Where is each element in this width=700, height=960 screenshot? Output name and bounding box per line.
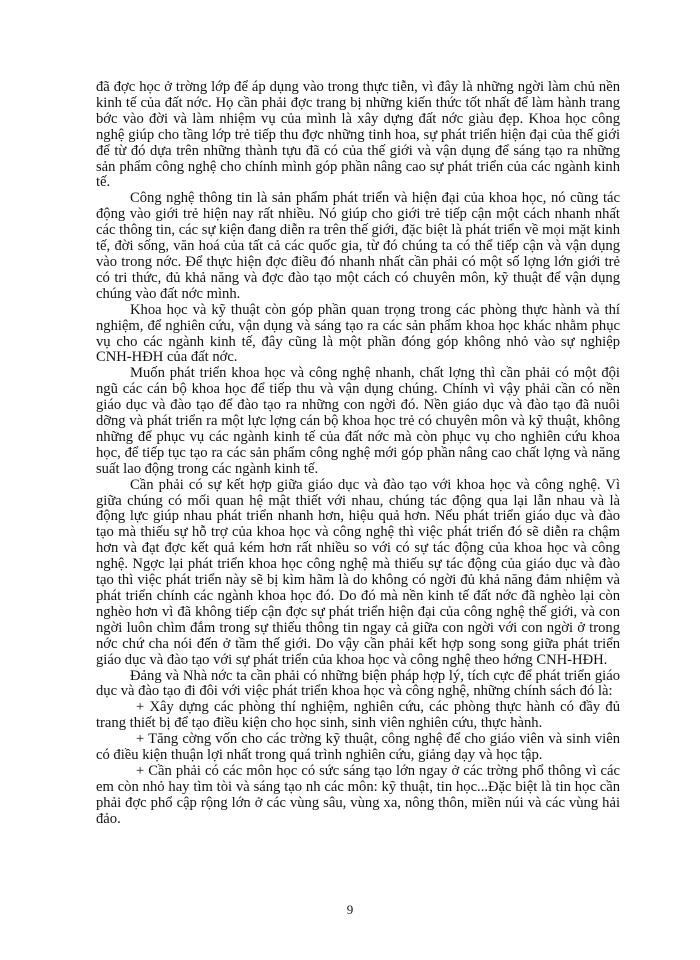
list-item-2: + Tăng cờng vốn cho các trờng kỹ thuật, công nghệ để cho giáo viên và sinh viên có điều kiện thuận lợi nhất trong quá trình nghiên cứu, giảng dạy và học tập. xyxy=(96,731,620,764)
paragraph-3: Khoa học và kỹ thuật còn góp phần quan trọng trong các phòng thực hành và thí nghiệm, để nghiên cứu, vận dụng và sáng tạo ra các sản phẩm khoa học khác nhằm phục vụ cho các ngành kinh tế, đây cũng là một phần đóng góp không nhỏ vào sự nghiệp CNH-HĐH của đất nớc. xyxy=(96,301,620,366)
paragraph-5: Cần phải có sự kết hợp giữa giáo dục và đào tạo với khoa học và công nghệ. Vì giữa chúng có mối quan hệ mật thiết với nhau, chúng tác động qua lại lẫn nhau và là động lực giúp nhau phát triển nhanh hơn, hiệu quả hơn. Nếu phát triển giáo dục và đào tạo mà thiếu sự hỗ trợ của khoa học và công nghệ thì việc phát triển đó sẽ diễn ra chậm hơn và đạt đợc kết quả kém hơn rất nhiều so với có sự tác động của khoa học và công nghệ. Ngợc lại phát triển khoa học công nghệ mà thiếu sự tác động của giáo dục và đào tạo thì việc phát triển này sẽ bị kìm hãm là do không có ngời đủ khả năng đảm nhiệm và phát triển chính các ngành khoa học đó. Do đó mà nền kinh tế đất nớc đã nghèo lại còn nghèo hơn vì đã không tiếp cận đợc sự phát triển hiện đại của công nghệ thế giới, và con ngời luôn chìm đắm trong sự thiếu thông tin ngay cả giữa con ngời với con ngời ở trong nớc chứ cha nói đến ở tầm thế giới. Do vậy cần phải kết hợp song song giữa phát triển giáo dục và đào tạo với sự phát triển của khoa học và công nghệ theo hớng CNH-HĐH. xyxy=(96,476,620,668)
document-page xyxy=(96,80,620,828)
paragraph-1: đã đợc học ở trờng lớp để áp dụng vào trong thực tiễn, vì đây là những ngời làm chủ nền kinh tế của đất nớc. Họ cần phải đợc trang bị những kiến thức tốt nhất để làm hành trang bớc vào đời và làm nhiệm vụ của mình là xây dựng đất nớc giàu đẹp. Khoa học công nghệ giúp cho tầng lớp trẻ tiếp thu đợc những tinh hoa, sự phát triển hiện đại của thế giới để từ đó dựa trên những thành tựu đã có của thế giới và vận dụng để sáng tạo ra những sản phẩm công nghệ cho chính mình góp phần nâng cao sự phát triển của các ngành kinh tế. xyxy=(96,79,620,191)
paragraph-4: Muốn phát triển khoa học và công nghệ nhanh, chất lợng thì cần phải có một đội ngũ các cán bộ khoa học để tiếp thu và vận dụng chúng. Chính vì vậy phải cần có nền giáo dục và đào tạo để đào tạo ra những con ngời đó. Nền giáo dục và đào tạo đã nuôi dỡng và phát triển ra một lực lợng cán bộ khoa học trẻ có chuyên môn và kỹ thuật, không những để phục vụ các ngành kinh tế của đất nớc mà còn phục vụ cho nghiên cứu khoa học, để tiếp tục tạo ra các sản phẩm công nghệ mới góp phần nâng cao chất lợng và năng suất lao động trong các ngành kinh tế. xyxy=(96,365,620,477)
list-item-1: + Xây dựng các phòng thí nghiệm, nghiên cứu, các phòng thực hành có đầy đủ trang thiết bị để tạo điều kiện cho học sinh, sinh viên nghiên cứu, thực hành. xyxy=(96,699,620,732)
paragraph-2: Công nghệ thông tin là sản phẩm phát triển và hiện đại của khoa học, nó cũng tác động vào giới trẻ hiện nay rất nhiều. Nó giúp cho giới trẻ tiếp cận một cách nhanh nhất các thông tin, các sự kiện đang diễn ra trên thế giới, đặc biệt là phát triển về mọi mặt kinh tế, đời sống, văn hoá của tất cả các quốc gia, từ đó chúng ta có thể tiếp cận và vận dụng vào trong nớc. Để thực hiện đợc điều đó nhanh nhất cần phải có một số lợng lớn giới trẻ có tri thức, đủ khả năng và đợc đào tạo một cách có chuyên môn, kỹ thuật để vận dụng chúng vào đất nớc mình. xyxy=(96,190,620,302)
list-item-3: + Cần phải có các môn học có sức sáng tạo lớn ngay ở các trờng phổ thông vì các em còn nhỏ hay tìm tòi và sáng tạo nh các môn: kỹ thuật, tin học...Đặc biệt là tin học cần phải đợc phổ cập rộng lớn ở các vùng sâu, vùng xa, nông thôn, miền núi và các vùng hải đảo. xyxy=(96,762,620,827)
paragraph-6: Đảng và Nhà nớc ta cần phải có những biện pháp hợp lý, tích cực để phát triển giáo dục và đào tạo đi đôi với việc phát triển khoa học và công nghệ, những chính sách đó là: xyxy=(96,667,620,700)
page-number: 9 xyxy=(346,902,354,917)
